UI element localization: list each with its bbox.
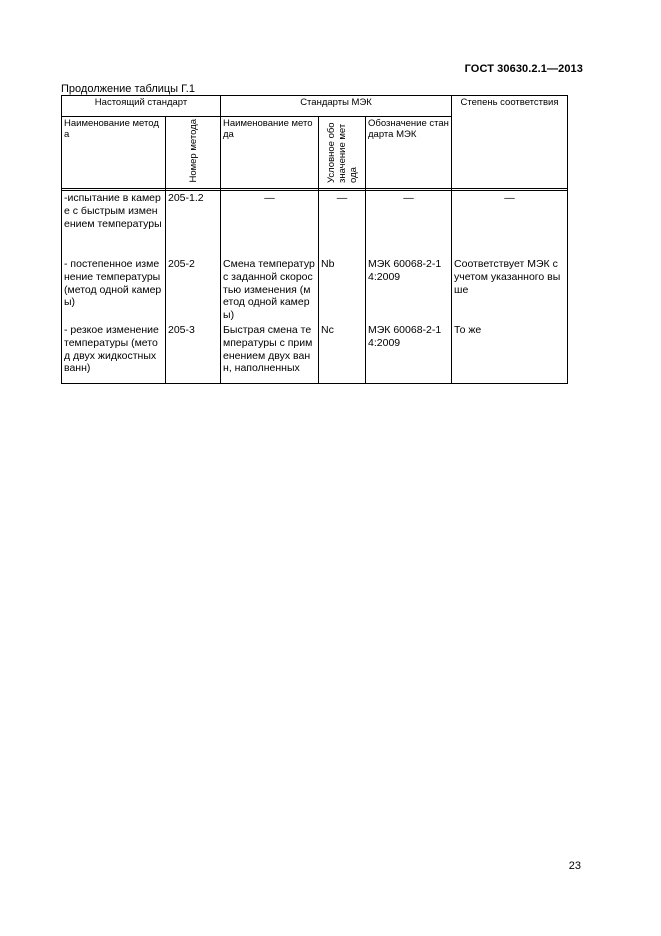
group-header-row bbox=[62, 96, 568, 117]
cell-method-number: 205-2 bbox=[166, 257, 221, 323]
header-conformity: Степень соответствия bbox=[452, 96, 568, 189]
cell-method-name: - резкое изменение температуры (метод двух жидкостных ванн) bbox=[62, 323, 166, 384]
cell-iec-method-name: Быстрая смена температуры с применением двух ванн, наполненных bbox=[221, 323, 319, 384]
table-row bbox=[62, 191, 568, 258]
cell-conformity: Соответствует МЭК с учетом указанного выше bbox=[452, 257, 568, 323]
table-row bbox=[62, 257, 568, 323]
table-row bbox=[62, 323, 568, 384]
cell-designation: Nb bbox=[319, 257, 366, 323]
cell-iec-standard: — bbox=[366, 191, 452, 258]
page-number: 23 bbox=[568, 860, 581, 872]
header-method-number-label: Номер метода bbox=[187, 119, 199, 183]
cell-method-name: - постепенное изменение температуры(метод одной камеры) bbox=[62, 257, 166, 323]
header-iec-standard-designation: Обозначение стандарта МЭК bbox=[366, 117, 452, 189]
header-conventional-designation-label: Условное обозначение метода bbox=[325, 122, 359, 183]
cell-conformity: — bbox=[452, 191, 568, 258]
header-method-name: Наименование метода bbox=[62, 117, 166, 189]
cell-designation: Nc bbox=[319, 323, 366, 384]
cell-designation: — bbox=[319, 191, 366, 258]
header-method-number bbox=[166, 117, 221, 189]
cell-method-number: 205-1.2 bbox=[166, 191, 221, 258]
cell-iec-standard: МЭК 60068-2-14:2009 bbox=[366, 323, 452, 384]
cell-method-number: 205-3 bbox=[166, 323, 221, 384]
cell-method-name: -испытание в камере с быстрым изменением температуры bbox=[62, 191, 166, 258]
header-iec-standards: Стандарты МЭК bbox=[221, 96, 452, 117]
cell-iec-standard: МЭК 60068-2-14:2009 bbox=[366, 257, 452, 323]
cell-conformity: То же bbox=[452, 323, 568, 384]
header-conventional-designation bbox=[319, 117, 366, 189]
conformity-table bbox=[61, 95, 568, 384]
table-caption: Продолжение таблицы Г.1 bbox=[61, 83, 195, 95]
document-code: ГОСТ 30630.2.1—2013 bbox=[464, 63, 583, 75]
header-iec-method-name: Наименование метода bbox=[221, 117, 319, 189]
header-current-standard: Настоящий стандарт bbox=[62, 96, 221, 117]
cell-iec-method-name: Смена температур с заданной скоростью изменения (метод одной камеры) bbox=[221, 257, 319, 323]
cell-iec-method-name: — bbox=[221, 191, 319, 258]
